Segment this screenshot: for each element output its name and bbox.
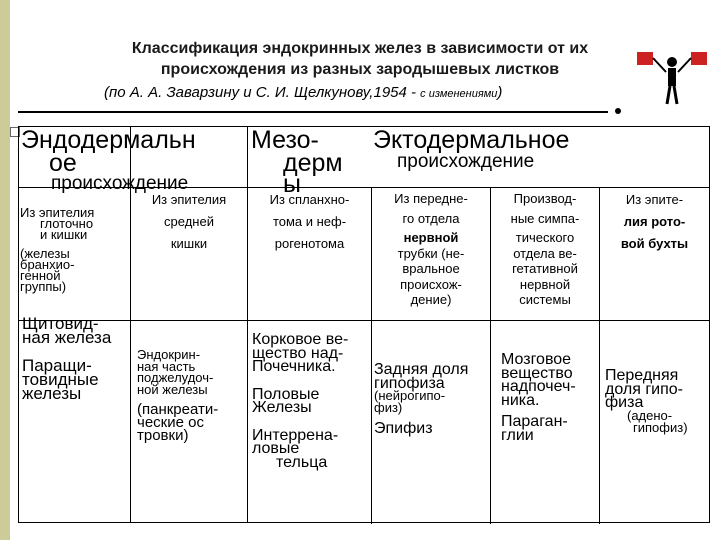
origin-line: дение) <box>410 292 452 307</box>
origin-line: Из эпите- <box>625 192 684 207</box>
gland-line: Паращи- <box>22 356 92 375</box>
origin-mesoderm <box>248 191 371 252</box>
origin-line: вральное <box>402 261 460 276</box>
header-endoderm <box>21 126 251 194</box>
header-ectoderm-1: Эктодермальное <box>373 126 570 154</box>
gland-line: (адено- <box>627 407 673 423</box>
origin-line: нервной <box>403 230 459 245</box>
slide-left-band <box>0 0 10 540</box>
header-mesoderm-3: ы <box>283 170 301 198</box>
header-endoderm-2: ое <box>49 149 77 177</box>
header-mesoderm <box>249 126 371 198</box>
gland-line: Параган- <box>501 413 568 430</box>
gland-line: Щитовид- <box>22 314 99 333</box>
gland-line: ника. <box>501 391 540 409</box>
gland-line: Половые <box>252 385 320 403</box>
gland-line: гипофиз) <box>633 419 688 435</box>
gland-line: ная часть <box>137 358 196 374</box>
header-endoderm-1: Эндодермальн <box>21 126 196 154</box>
flag-figure-icon <box>633 48 711 106</box>
origin-line: ные симпа- <box>510 210 580 226</box>
gland-line: Интеррена- <box>252 426 339 444</box>
gland-line: надпочеч- <box>501 378 576 395</box>
origin-line: лия рото- <box>623 214 686 229</box>
origin-line: нервной <box>519 276 571 292</box>
slide-title <box>40 38 680 80</box>
header-mesoderm-1: Мезо- <box>251 126 319 154</box>
origin-line: отдела ве- <box>513 245 577 261</box>
origin-ectoderm-oral <box>600 191 709 252</box>
gland-line: вещество <box>501 364 573 382</box>
title-rule-dot <box>615 108 621 114</box>
origin-line: глоточно <box>40 216 94 231</box>
gland-line: доля гипо- <box>605 380 683 398</box>
source-close: ) <box>497 84 503 101</box>
gland-line: тельца <box>276 453 328 471</box>
gland-line: физа <box>605 394 644 411</box>
origin-line: гетативной <box>512 261 578 276</box>
gland-line: физ) <box>374 400 403 415</box>
origin-line: го отдела <box>402 210 460 226</box>
gland-line: поджелудоч- <box>137 370 214 385</box>
gland-line: ловые <box>252 440 300 457</box>
origin-line: Из передне- <box>394 191 468 206</box>
header-endoderm-3: происхождение <box>51 173 189 194</box>
gland-line: гипофиза <box>374 374 445 392</box>
origin-line: Из спланхно- <box>269 192 350 207</box>
origin-line: тома и неф- <box>272 214 347 229</box>
origin-line: системы <box>519 292 571 307</box>
origin-line: и кишки <box>40 227 88 242</box>
origin-line: рогенотома <box>274 236 345 251</box>
gland-line: Задняя доля <box>374 361 469 378</box>
glands-ectoderm-forebrain <box>374 363 490 436</box>
origin-line: Из эпителия <box>151 192 227 207</box>
gland-line: тровки) <box>137 427 189 444</box>
glands-endoderm-pharynx <box>22 314 130 403</box>
origin-line: бранхио- <box>20 257 75 272</box>
classification-table <box>18 126 710 523</box>
gland-line: ной железы <box>137 381 208 397</box>
gland-line: Эпифиз <box>374 420 433 437</box>
gland-line: Эндокрин- <box>137 347 201 362</box>
gland-line: (панкреати- <box>137 401 219 418</box>
glands-endoderm-midgut <box>137 349 247 442</box>
origin-ectoderm-sympathetic <box>491 191 599 308</box>
gland-line: глии <box>501 426 534 444</box>
header-mesoderm-2: дерм <box>283 149 343 177</box>
gland-line: Железы <box>252 399 312 416</box>
source-text: (по А. А. Заварзину и С. И. Щелкунову,1954 - <box>104 84 421 101</box>
gland-line: Передняя <box>605 367 679 384</box>
origin-line: Производ- <box>513 191 577 206</box>
gland-line: товидные <box>22 370 99 389</box>
origin-line: группы) <box>20 279 67 294</box>
gland-line: (нейрогипо- <box>374 388 446 403</box>
origin-line: средней <box>164 214 214 229</box>
slide-source <box>104 84 502 101</box>
header-ectoderm <box>371 126 706 172</box>
gland-line: ная железа <box>22 328 112 347</box>
gland-line: железы <box>22 384 82 403</box>
gland-line: Корковое ве- <box>252 331 349 348</box>
origin-line: кишки <box>170 236 208 251</box>
glands-ectoderm-oral <box>605 369 709 434</box>
origin-line: тического <box>515 230 575 245</box>
origin-endoderm-pharynx <box>20 207 130 292</box>
title-line-1: Классификация эндокринных желез в зависимости от их <box>131 40 589 57</box>
title-rule <box>18 111 608 113</box>
glands-ectoderm-sympathetic <box>501 353 599 442</box>
source-note: с изменениями <box>420 88 498 100</box>
origin-line: происхож- <box>400 276 462 292</box>
origin-line: генной <box>20 268 61 283</box>
glands-mesoderm <box>252 333 371 469</box>
origin-line: Из эпителия <box>20 205 95 220</box>
gland-line: щество над- <box>252 344 344 362</box>
origin-line: вой бухты <box>620 236 689 251</box>
origin-endoderm-midgut <box>131 191 247 252</box>
gland-line: ческие ос <box>137 414 204 431</box>
origin-line: трубки (не- <box>397 245 465 261</box>
header-ectoderm-2: происхождение <box>397 151 535 172</box>
gland-line: Почечника. <box>252 358 336 375</box>
origin-ectoderm-forebrain <box>372 191 490 308</box>
origin-line: (железы <box>20 246 70 261</box>
title-line-2: происхождения из разных зародышевых листков <box>160 61 560 78</box>
gland-line: Мозговое <box>501 351 572 368</box>
